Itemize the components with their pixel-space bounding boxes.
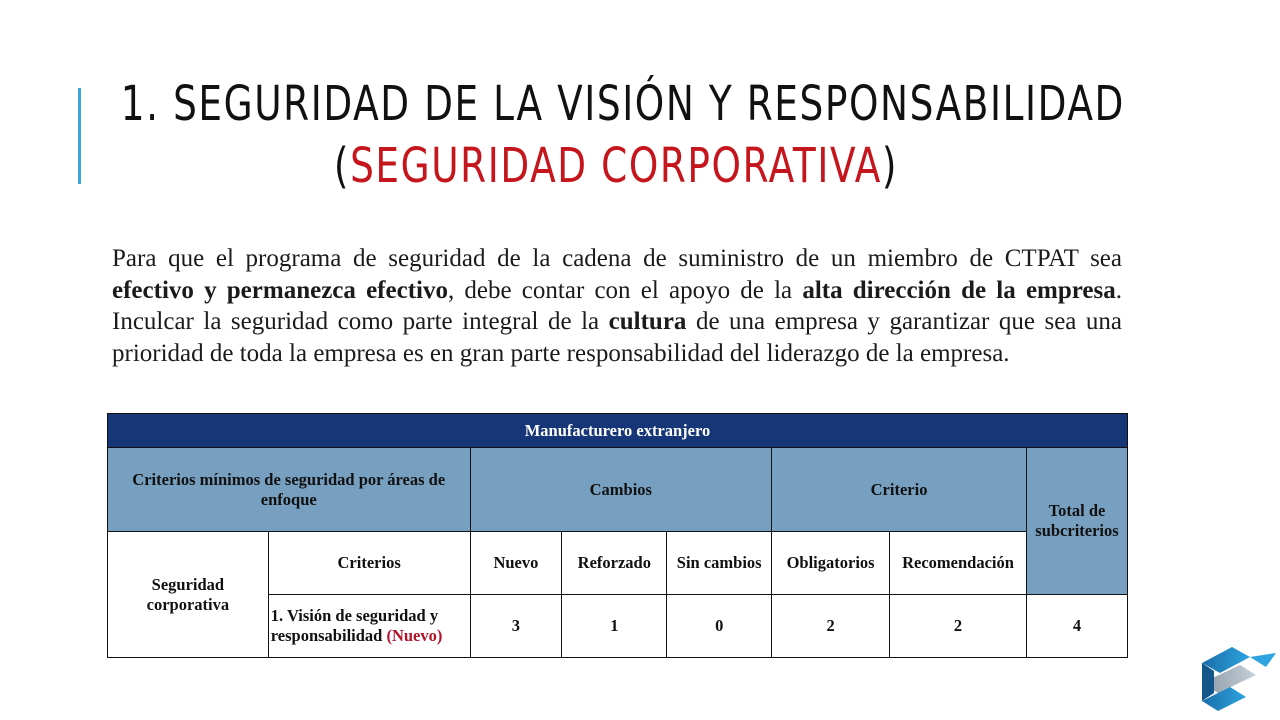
value-total: 4 xyxy=(1026,595,1127,658)
criterion-new-tag: (Nuevo) xyxy=(386,626,443,645)
value-reforzado: 1 xyxy=(562,595,667,658)
table-title: Manufacturero extranjero xyxy=(108,414,1128,448)
value-obligatorios: 2 xyxy=(772,595,890,658)
slide-title-line2 xyxy=(117,138,1115,194)
col-reforzado: Reforzado xyxy=(562,532,667,595)
title-highlight: SEGURIDAD CORPORATIVA xyxy=(350,138,882,194)
title-paren-open: ( xyxy=(333,138,351,194)
col-obligatorios: Obligatorios xyxy=(772,532,890,595)
value-sin-cambios: 0 xyxy=(667,595,772,658)
col-recomendacion: Recomendación xyxy=(890,532,1027,595)
paragraph-bold: efectivo y permanezca efectivo xyxy=(112,276,448,304)
header-criterio: Criterio xyxy=(772,448,1027,532)
title-paren-close: ) xyxy=(881,138,899,194)
value-recomendacion: 2 xyxy=(890,595,1027,658)
paragraph-text: Para que el programa de seguridad de la cadena de suministro de un miembro de CTPAT sea xyxy=(112,245,1122,272)
title-accent-bar xyxy=(78,88,81,184)
criteria-table xyxy=(107,413,1128,658)
col-criterios: Criterios xyxy=(268,532,470,595)
paragraph-text: . Inculcar la seguridad como parte integral de la xyxy=(112,276,1122,335)
header-cambios: Cambios xyxy=(470,448,772,532)
col-sin-cambios: Sin cambios xyxy=(667,532,772,595)
company-logo-icon xyxy=(1200,645,1278,711)
paragraph-text: , debe contar con el apoyo de la xyxy=(447,276,803,304)
paragraph-bold: cultura xyxy=(608,308,687,335)
slide-title-line1: 1. SEGURIDAD DE LA VISIÓN Y RESPONSABILIDAD xyxy=(120,76,1125,132)
criterion-text: 1. Visión de seguridad y responsabilidad xyxy=(270,606,439,645)
area-label: Seguridad corporativa xyxy=(108,532,269,658)
paragraph-bold: alta dirección de la empresa xyxy=(802,276,1116,304)
paragraph-text: de una empresa y garantizar que sea una prioridad de toda la empresa es en gran parte responsabilidad del liderazgo de la empresa. xyxy=(112,308,1122,367)
header-total: Total de subcriterios xyxy=(1026,448,1127,595)
criterion-cell xyxy=(268,595,470,658)
header-area: Criterios mínimos de seguridad por áreas de enfoque xyxy=(108,448,471,532)
slide-paragraph xyxy=(112,243,1122,369)
value-nuevo: 3 xyxy=(470,595,562,658)
col-nuevo: Nuevo xyxy=(470,532,562,595)
